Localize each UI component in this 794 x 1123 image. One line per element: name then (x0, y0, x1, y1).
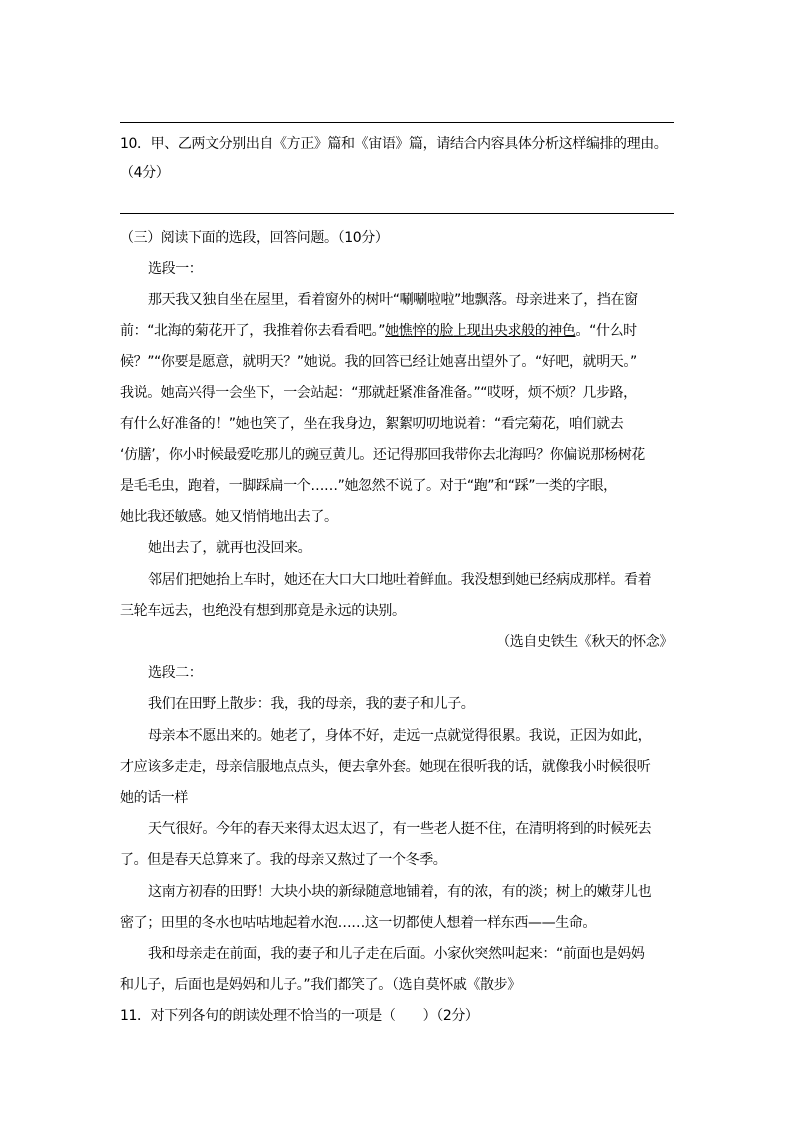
paragraph-line: 我说。她高兴得一会坐下，一会站起：“那就赶紧准备准备。”“哎呀，烦不烦？几步路， (120, 385, 637, 401)
section-heading: （三）阅读下面的选段，回答问题。（10分） (120, 230, 389, 246)
paragraph-line: 她比我还敏感。她又悄悄地出去了。 (120, 509, 338, 525)
paragraph-line: 母亲本不愿出来的。她老了，身体不好，走远一点就觉得很累。我说，正因为如此， (148, 728, 652, 744)
paragraph-line: 天气很好。今年的春天来得太迟太迟了，有一些老人挺不住，在清明将到的时候死去 (148, 821, 652, 837)
text: 前：“北海的菊花开了，我推着你去看看吧。” (120, 323, 386, 339)
paragraph-line: 密了；田里的冬水也咕咕地起着水泡……这一切都使人想着一样东西——生命。 (120, 915, 596, 931)
paragraph-line: 那天我又独自坐在屋里，看着窗外的树叶“唰唰啦啦”地飘落。母亲进来了，挡在窗 (148, 292, 638, 308)
question-10-score: （4分） (120, 165, 170, 181)
paragraph-line: 三轮车远去，也绝没有想到那竟是永远的诀别。 (120, 603, 406, 619)
paragraph-line: ‘仿膳’，你小时候最爱吃那儿的豌豆黄儿。还记得那回我带你去北海吗？你偏说那杨树花 (120, 447, 645, 463)
paragraph-line: 邻居们把她抬上车时，她还在大口大口地吐着鲜血。我没想到她已经病成那样。看着 (148, 572, 652, 588)
paragraph-line: 了。但是春天总算来了。我的母亲又熬过了一个冬季。 (120, 852, 447, 868)
paragraph-line: 她出去了，就再也没回来。 (148, 540, 312, 556)
excerpt-1-label: 选段一： (148, 261, 203, 277)
paragraph-line: 和儿子，后面也是妈妈和儿子。”我们都笑了。（选自莫怀戚《散步》 (120, 977, 521, 993)
paragraph-line: 我和母亲走在前面，我的妻子和儿子走在后面。小家伙突然叫起来：“前面也是妈妈 (148, 946, 645, 962)
excerpt-1-source: （选自史铁生《秋天的怀念》 (496, 634, 673, 650)
question-11: 11．对下列各句的朗读处理不恰当的一项是（ ）（2分） (120, 1008, 479, 1024)
excerpt-2-label: 选段二： (148, 665, 203, 681)
paragraph-line: 有什么好准备的！”她也笑了，坐在我身边，絮絮叨叨地说着：“看完菊花，咱们就去 (120, 416, 624, 432)
answer-line[interactable] (120, 213, 674, 214)
paragraph-line: 我们在田野上散步：我，我的母亲，我的妻子和儿子。 (148, 696, 475, 712)
paragraph-line: 她的话一样 (120, 790, 188, 806)
text: 。“什么时 (575, 323, 637, 339)
paragraph-line: 才应该多走走，母亲信服地点点头，便去拿外套。她现在很听我的话，就像我小时候很听 (120, 759, 651, 775)
question-10: 10．甲、乙两文分别出自《方正》篇和《宙语》篇，请结合内容具体分析这样编排的理由。 (120, 136, 668, 152)
underlined-sentence: 她憔悴的脸上现出央求般的神色 (385, 323, 576, 339)
paragraph-line: 这南方初春的田野！大块小块的新绿随意地铺着，有的浓，有的淡；树上的嫩芽儿也 (148, 884, 652, 900)
paragraph-line: 候？”“你要是愿意，就明天？”她说。我的回答已经让她喜出望外了。“好吧，就明天。” (120, 354, 637, 370)
paragraph-line (120, 322, 673, 340)
paragraph-line: 是毛毛虫，跑着，一脚踩扁一个……”她忽然不说了。对于“跑”和“踩”一类的字眼， (120, 478, 617, 494)
answer-line-top (120, 122, 674, 123)
